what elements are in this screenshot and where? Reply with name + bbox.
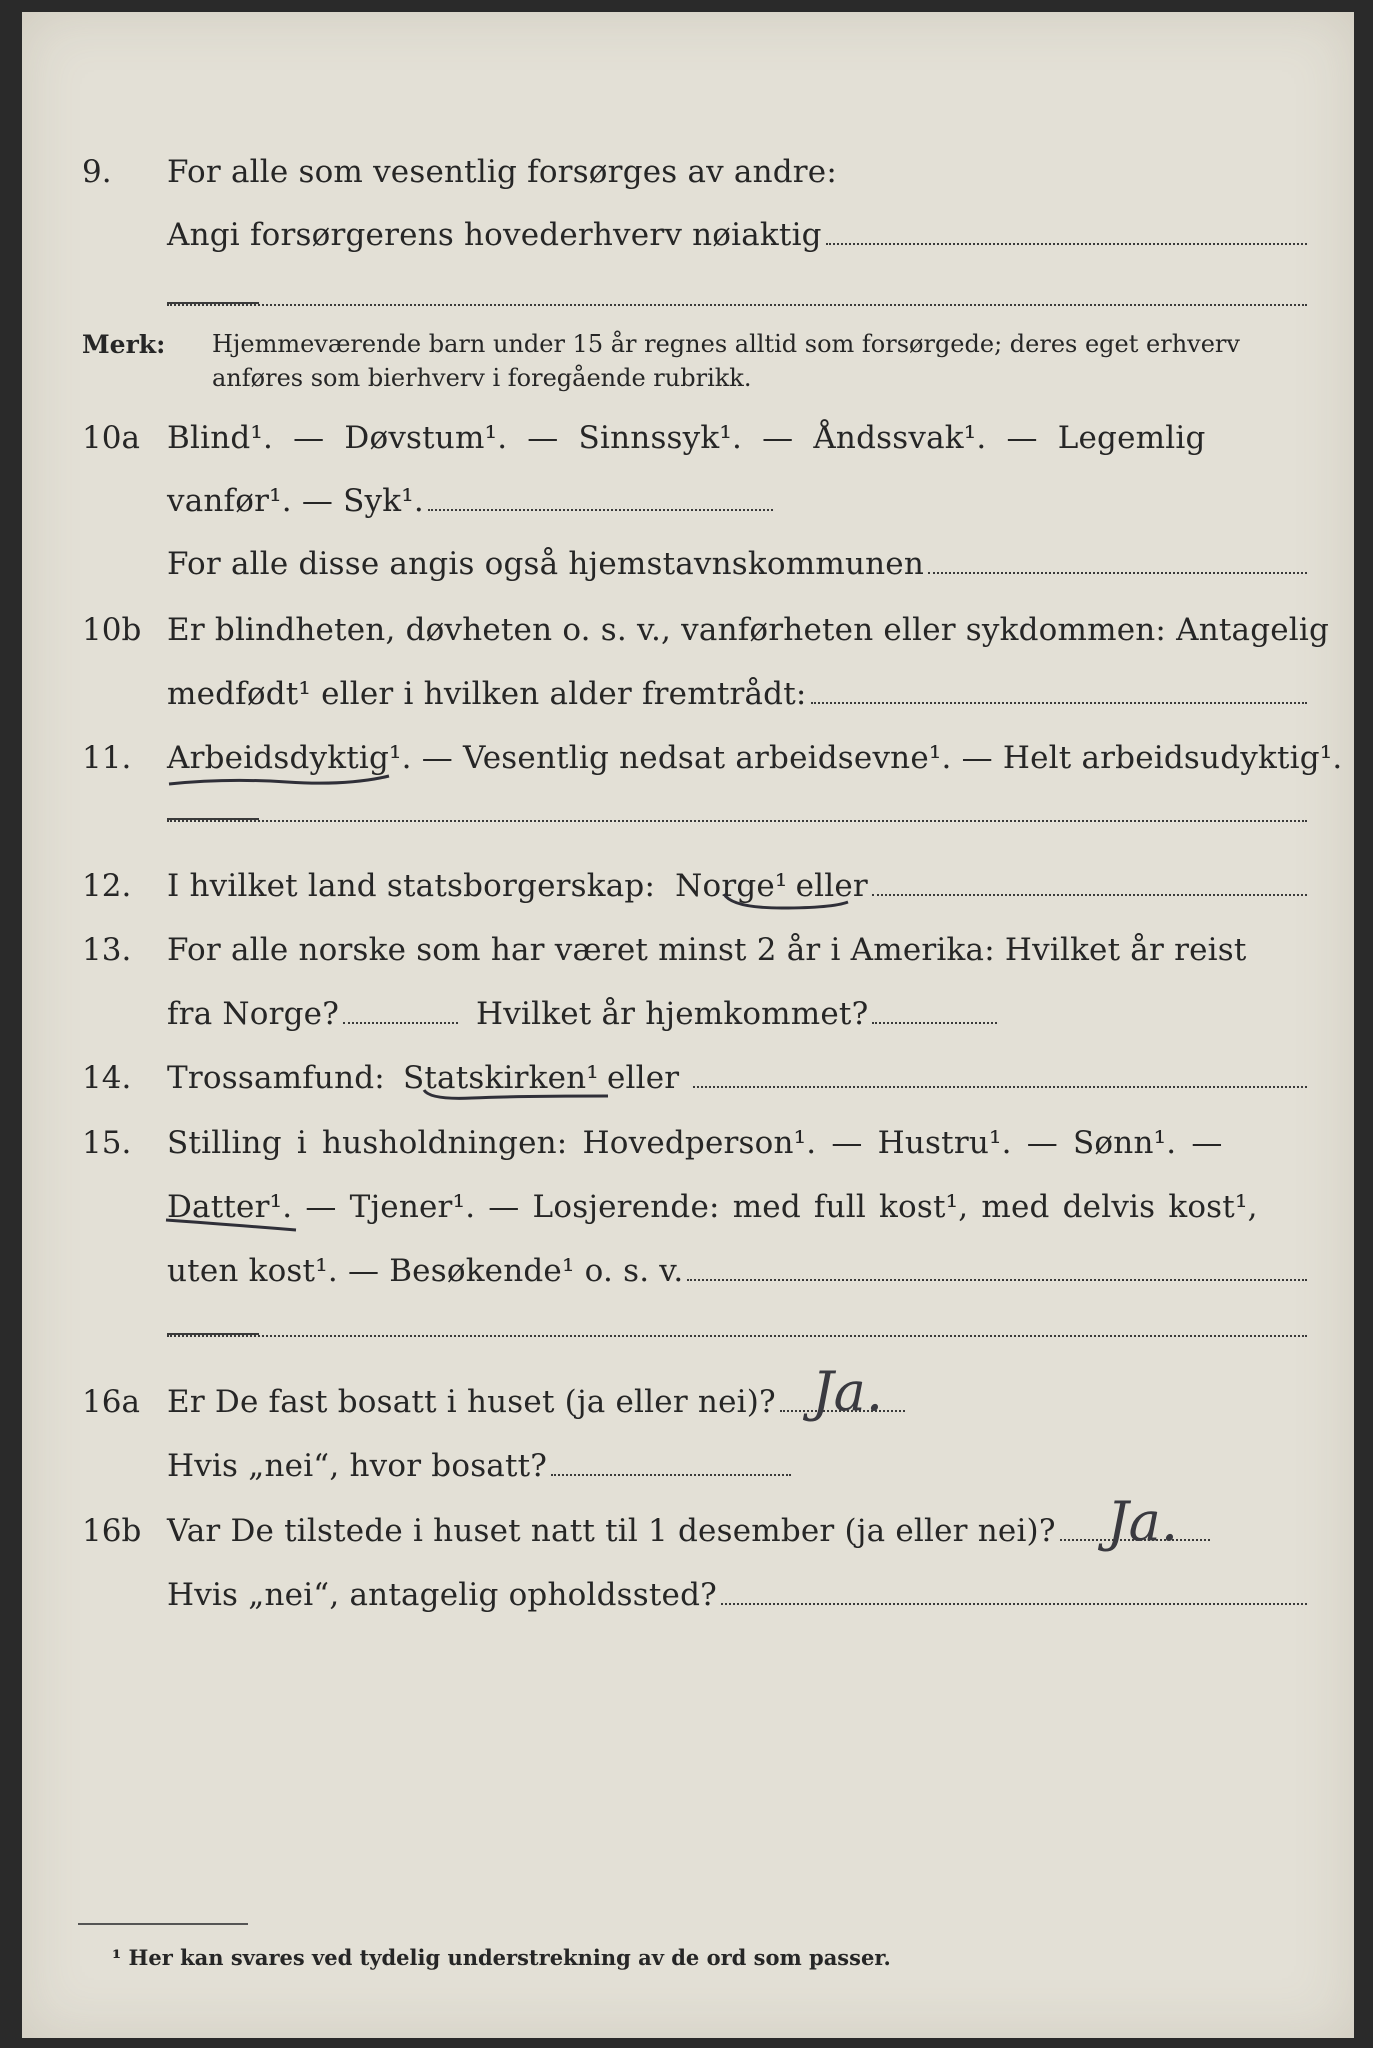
q10b-line1-text: Er blindheten, døvheten o. s. v., vanførheten eller sykdommen: Antagelig <box>167 612 1330 648</box>
q12-country-field[interactable] <box>872 894 1307 896</box>
q13-number: 13. <box>82 932 132 968</box>
q10b-line1 <box>167 612 1330 648</box>
q9-line2-text: Angi forsørgerens hovederhverv nøiaktig <box>167 217 822 253</box>
q10a-line3-text: For alle disse angis også hjemstavnskommunen <box>167 546 924 582</box>
q12-handwritten-underline <box>722 890 852 920</box>
q12-prefix: I hvilket land statsborgerskap: <box>167 868 656 904</box>
q9-line1-text: For alle som vesentlig forsørges av andre: <box>167 154 837 190</box>
q14-faith-field[interactable] <box>693 1086 1307 1088</box>
q10b-line2 <box>167 676 1307 712</box>
q13-return-year-field[interactable] <box>872 1022 997 1024</box>
q15-line3 <box>167 1253 1307 1289</box>
q16b-whereabouts-field[interactable] <box>721 1603 1307 1605</box>
q15-other-field[interactable] <box>687 1279 1307 1281</box>
q15-line1-text: Stilling i husholdningen: Hovedperson¹. — Hustru¹. — Sønn¹. — <box>167 1125 1223 1161</box>
q16a-handwritten-answer: Ja. <box>812 1360 884 1423</box>
q16a-line1-text: Er De fast bosatt i huset (ja eller nei)? <box>167 1384 776 1420</box>
q16a-line1 <box>167 1384 909 1420</box>
q13-line1 <box>167 932 1307 968</box>
q11-number: 11. <box>82 740 132 776</box>
q13-line2 <box>167 996 1001 1032</box>
q9-answer-field[interactable] <box>826 243 1307 245</box>
q10a-sick-field[interactable] <box>428 509 773 511</box>
q10a-line2 <box>167 483 777 519</box>
q16a-line2 <box>167 1448 795 1484</box>
q14-line <box>167 1060 1307 1096</box>
q16b-handwritten-answer: Ja. <box>1107 1490 1179 1553</box>
q10b-age-field[interactable] <box>811 702 1307 704</box>
q16b-line2 <box>167 1577 1307 1613</box>
q12-option-norway[interactable]: Norge¹ <box>675 868 788 904</box>
q16b-line1 <box>167 1513 1214 1549</box>
q14-number: 14. <box>82 1060 132 1096</box>
q14-prefix: Trossamfund: <box>167 1060 385 1096</box>
q9-line1 <box>167 154 1297 190</box>
q12-number: 12. <box>82 868 132 904</box>
q16a-number: 16a <box>82 1384 140 1420</box>
q15-extra-answer-line[interactable] <box>167 1335 1307 1337</box>
q9-line2 <box>167 217 1307 253</box>
footnote-rule <box>78 1923 248 1925</box>
q11-answer-line[interactable] <box>167 820 1307 822</box>
q16b-number: 16b <box>82 1513 142 1549</box>
q9-number: 9. <box>82 154 112 190</box>
q10a-line1-text: Blind¹. — Døvstum¹. — Sinnssyk¹. — Åndssvak¹. — Legemlig <box>167 420 1206 456</box>
q14-option-state-church[interactable]: Statskirken¹ <box>402 1060 599 1096</box>
q15-line1 <box>167 1125 1307 1161</box>
q10b-number: 10b <box>82 612 142 648</box>
q12-suffix: eller <box>795 868 868 904</box>
q16b-line1-text: Var De tilstede i huset natt til 1 desember (ja eller nei)? <box>167 1513 1056 1549</box>
q10b-line2-text: medfødt¹ eller i hvilken alder fremtrådt: <box>167 676 807 712</box>
q13-line1-text: For alle norske som har været minst 2 år i Amerika: Hvilket år reist <box>167 932 1247 968</box>
q16a-residence-field[interactable] <box>551 1474 791 1476</box>
merk-line2: anføres som bierhverv i foregående rubrikk. <box>212 364 752 392</box>
q11-handwritten-underline <box>167 764 397 794</box>
q11-line1-text: Arbeidsdyktig¹. — Vesentlig nedsat arbeidsevne¹. — Helt arbeidsudyktig¹. <box>167 740 1343 776</box>
q15-line2 <box>167 1189 1307 1225</box>
q13-departure-year-field[interactable] <box>343 1022 458 1024</box>
q14-suffix: eller <box>606 1060 680 1096</box>
q10a-home-municipality-field[interactable] <box>928 572 1307 574</box>
q10a-line3 <box>167 546 1307 582</box>
q10a-number: 10a <box>82 420 140 456</box>
q16b-line2-text: Hvis „nei“, antagelig opholdssted? <box>167 1577 717 1613</box>
q10a-line1 <box>167 420 1307 456</box>
q15-line3-text: uten kost¹. — Besøkende¹ o. s. v. <box>167 1253 684 1289</box>
q14-handwritten-underline <box>422 1084 612 1108</box>
q13-line2a-text: fra Norge? <box>167 996 340 1032</box>
merk-label: Merk: <box>82 330 166 359</box>
census-form-page <box>22 12 1354 2038</box>
q15-line2-text: Datter¹. — Tjener¹. — Losjerende: med full kost¹, med delvis kost¹, <box>167 1189 1258 1225</box>
q10a-line2-text: vanfør¹. — Syk¹. <box>167 483 424 519</box>
q16a-line2-text: Hvis „nei“, hvor bosatt? <box>167 1448 548 1484</box>
merk-line1: Hjemmeværende barn under 15 år regnes alltid som forsørgede; deres eget erhverv <box>212 330 1240 358</box>
q15-handwritten-underline <box>162 1210 302 1240</box>
q13-line2b-text: Hvilket år hjemkommet? <box>476 996 869 1032</box>
q9-extra-answer-line[interactable] <box>167 304 1307 306</box>
q15-number: 15. <box>82 1125 132 1161</box>
footnote: ¹ Her kan svares ved tydelig understrekning av de ord som passer. <box>112 1945 891 1970</box>
